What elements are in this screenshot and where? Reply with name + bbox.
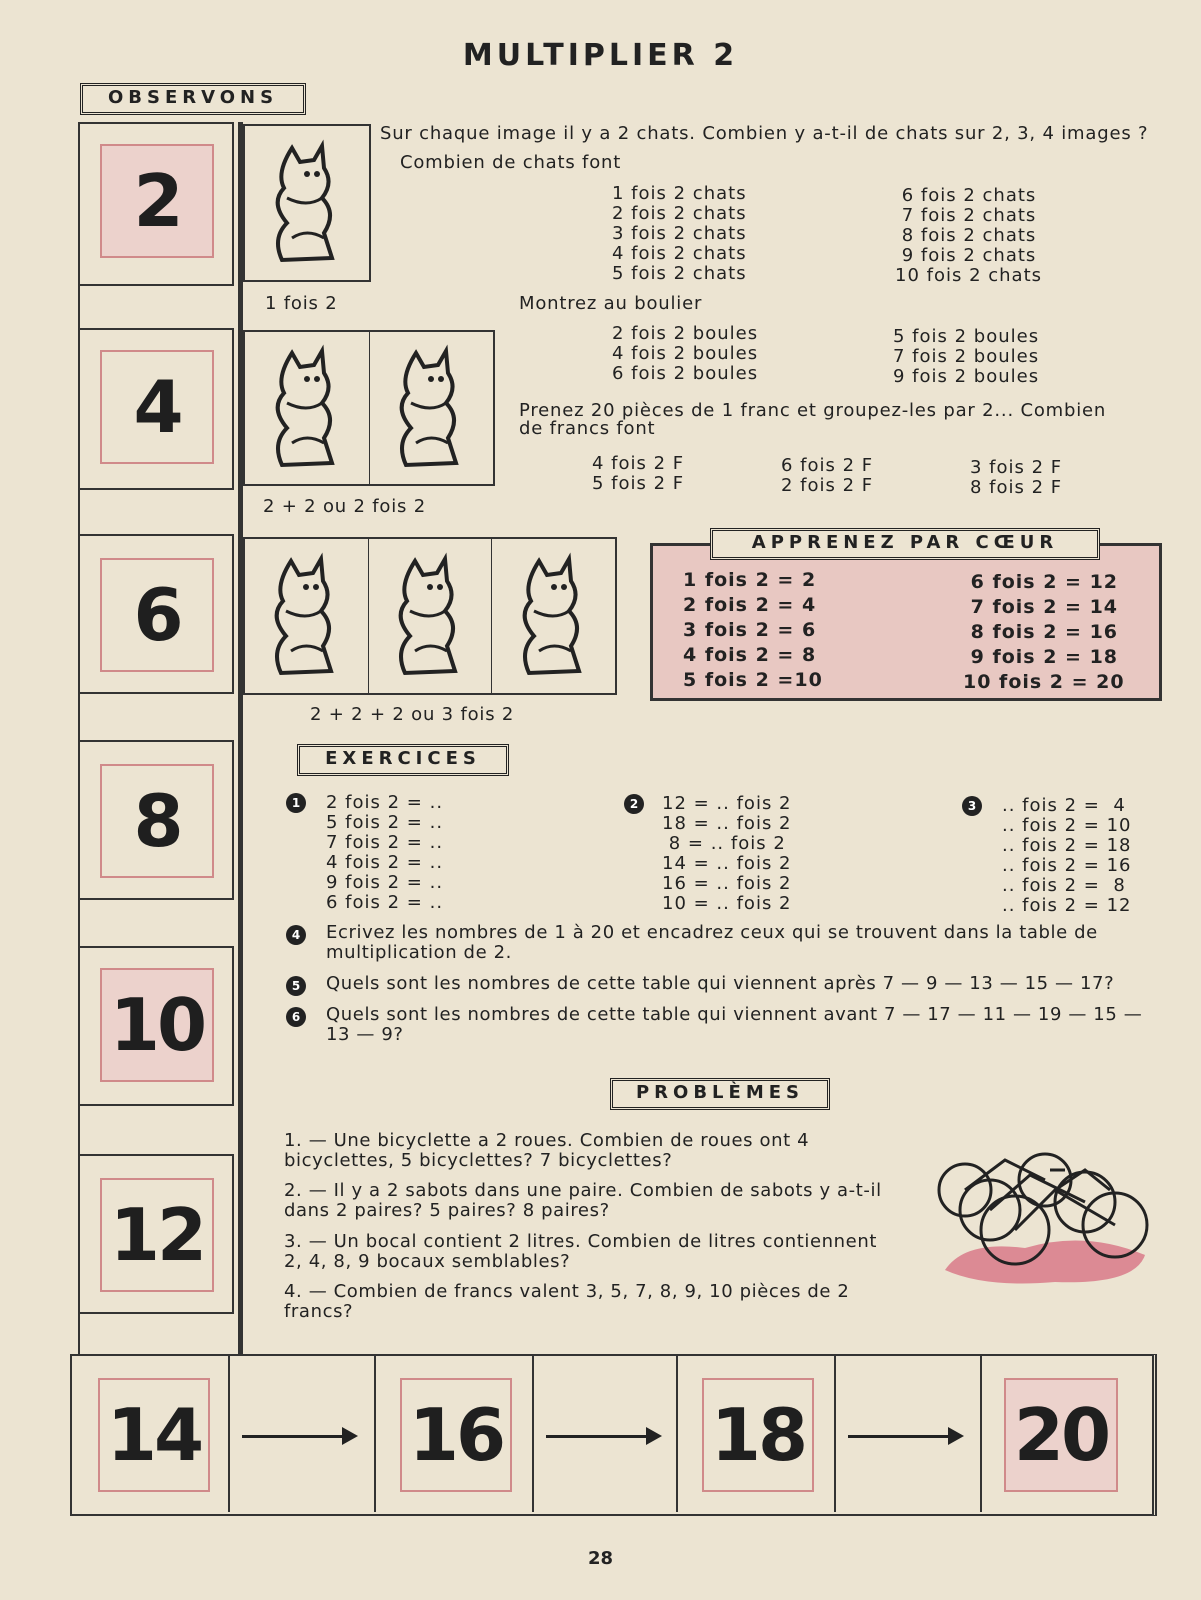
bottom-number-18: 18 (702, 1378, 814, 1492)
apprenez-label: APPRENEZ PAR CŒUR (710, 528, 1100, 560)
francs-list-b: 6 fois 2 F 2 fois 2 F (781, 455, 874, 496)
exercise-1: 2 fois 2 = .. 5 fois 2 = .. 7 fois 2 = .. 4 fois 2 = .. 9 fois 2 = .. 6 fois 2 = .. (326, 792, 444, 913)
page-title: MULTIPLIER 2 (462, 38, 739, 73)
francs-list-a: 4 fois 2 F 5 fois 2 F (592, 453, 685, 494)
exercise-bullet-1: 1 (286, 793, 306, 813)
exercise-5: Quels sont les nombres de cette table qui viennent après 7 — 9 — 13 — 15 — 17? (326, 973, 1115, 994)
caption-1: 1 fois 2 (265, 293, 338, 314)
side-number-8: 8 (100, 764, 214, 878)
cat-icon (369, 539, 493, 693)
exercise-4: Ecrivez les nombres de 1 à 20 et encadrez ceux qui se trouvent dans la table de multiplication de 2. (326, 922, 1098, 963)
side-number-2: 2 (100, 144, 214, 258)
side-cell-4 (78, 328, 234, 490)
bottom-number-14: 14 (98, 1378, 210, 1492)
probleme-3: 3. — Un bocal contient 2 litres. Combien de litres contiennent 2, 4, 8, 9 bocaux semblables? (284, 1231, 877, 1272)
side-cell-6 (78, 534, 234, 694)
cat-image-1 (243, 124, 371, 282)
pieces-text: Prenez 20 pièces de 1 franc et groupez-les par 2... Combien (519, 400, 1107, 421)
chats-list-right: 6 fois 2 chats 7 fois 2 chats 8 fois 2 chats 9 fois 2 chats 10 fois 2 chats (895, 185, 1043, 286)
bicycles-illustration (935, 1130, 1155, 1290)
probleme-2: 2. — Il y a 2 sabots dans une paire. Combien de sabots y a-t-il dans 2 paires? 5 paires? 8 paires? (284, 1180, 882, 1221)
cat-image-3 (243, 537, 617, 695)
probleme-4: 4. — Combien de francs valent 3, 5, 7, 8, 9, 10 pièces de 2 francs? (284, 1281, 850, 1322)
apprenez-right-col: 6 fois 2 = 12 7 fois 2 = 14 8 fois 2 = 16 9 fois 2 = 18 10 fois 2 = 20 (963, 571, 1125, 693)
observons-intro: Sur chaque image il y a 2 chats. Combien y a-t-il de chats sur 2, 3, 4 images ? (380, 123, 1149, 144)
bottom-number-20: 20 (1004, 1378, 1118, 1492)
bottom-cell-14 (72, 1356, 230, 1512)
side-cell-2 (78, 122, 234, 286)
page-number: 28 (587, 1548, 614, 1569)
exercise-bullet-3: 3 (962, 796, 982, 816)
exercise-bullet-4: 4 (286, 925, 306, 945)
probleme-1: 1. — Une bicyclette a 2 roues. Combien de roues ont 4 bicyclettes, 5 bicyclettes? 7 bicyclettes? (284, 1130, 810, 1171)
exercise-bullet-2: 2 (624, 794, 644, 814)
bottom-cell-20 (980, 1356, 1138, 1512)
exercices-label: EXERCICES (297, 744, 509, 776)
exercise-3: .. fois 2 = 4 .. fois 2 = 10 .. fois 2 = 18 .. fois 2 = 16 .. fois 2 = 8 .. fois 2 = 12 (1002, 795, 1132, 916)
side-number-6: 6 (100, 558, 214, 672)
caption-2: 2 + 2 ou 2 fois 2 (263, 496, 426, 517)
left-frame-inner-line (238, 122, 240, 1356)
cat-icon (245, 126, 369, 280)
bottom-cell-18 (676, 1356, 836, 1512)
cat-icon (370, 332, 494, 484)
arrow-right-icon (848, 1435, 960, 1438)
side-cell-10 (78, 946, 234, 1106)
cat-icon (492, 539, 615, 693)
chats-list-left: 1 fois 2 chats 2 fois 2 chats 3 fois 2 chats 4 fois 2 chats 5 fois 2 chats (612, 183, 747, 284)
side-number-4: 4 (100, 350, 214, 464)
caption-3: 2 + 2 + 2 ou 3 fois 2 (310, 704, 515, 725)
side-number-12: 12 (100, 1178, 214, 1292)
exercise-bullet-6: 6 (286, 1007, 306, 1027)
arrow-right-icon (546, 1435, 658, 1438)
boules-list-left: 2 fois 2 boules 4 fois 2 boules 6 fois 2 boules (612, 323, 759, 384)
cat-icon (245, 539, 369, 693)
bottom-number-16: 16 (400, 1378, 512, 1492)
exercise-6: Quels sont les nombres de cette table qui viennent avant 7 — 17 — 11 — 19 — 15 — 13 — 9? (326, 1004, 1143, 1045)
side-cell-12 (78, 1154, 234, 1314)
observons-label: OBSERVONS (80, 83, 306, 115)
problemes-label: PROBLÈMES (610, 1078, 830, 1110)
side-number-10: 10 (100, 968, 214, 1082)
francs-list-c: 3 fois 2 F 8 fois 2 F (970, 457, 1063, 498)
bottom-cell-16 (374, 1356, 534, 1512)
exercise-2: 12 = .. fois 2 18 = .. fois 2 8 = .. fois 2 14 = .. fois 2 16 = .. fois 2 10 = .. fois 2 (662, 793, 792, 914)
boules-list-right: 5 fois 2 boules 7 fois 2 boules 9 fois 2 boules (893, 326, 1040, 387)
side-cell-8 (78, 740, 234, 900)
pieces-text-2: de francs font (519, 418, 656, 439)
cat-image-2 (243, 330, 495, 486)
exercise-bullet-5: 5 (286, 976, 306, 996)
apprenez-table (650, 543, 1162, 701)
boulier-text: Montrez au boulier (519, 293, 703, 314)
arrow-right-icon (242, 1435, 354, 1438)
cat-icon (245, 332, 370, 484)
observons-question: Combien de chats font (400, 152, 622, 173)
apprenez-left-col: 1 fois 2 = 2 2 fois 2 = 4 3 fois 2 = 6 4 fois 2 = 8 5 fois 2 =10 (683, 569, 823, 691)
